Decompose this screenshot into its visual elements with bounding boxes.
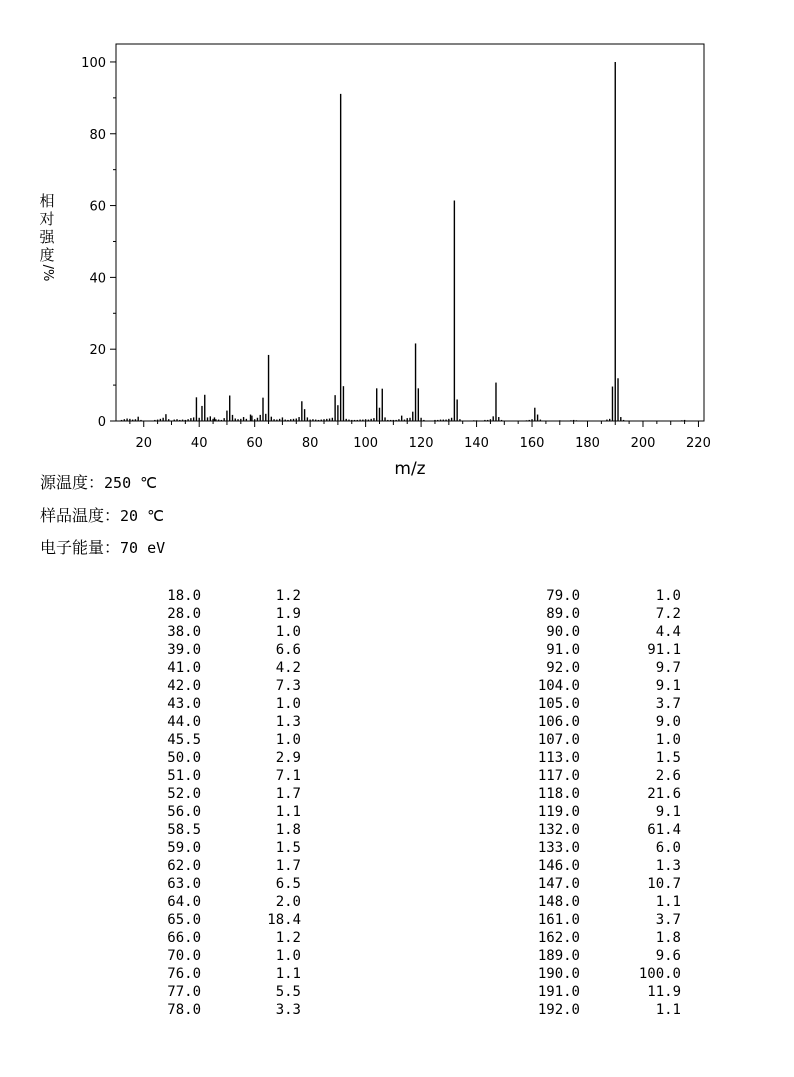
peak-row [0,803,794,821]
source-temperature-label: 源温度： [40,473,105,492]
peak-mz: 148.0 [537,894,580,910]
peak-intensity: 1.0 [275,732,301,748]
peak-mz: 161.0 [537,912,580,928]
peak-row [0,713,794,731]
peak-intensity: 6.5 [275,876,301,892]
x-tick-label: 80 [301,436,319,451]
peak-intensity: 6.0 [655,840,681,856]
peak-row [0,947,794,965]
peak-intensity: 9.7 [655,660,681,676]
x-tick-label: 40 [190,436,208,451]
peak-intensity: 1.0 [655,588,681,604]
peak-mz: 117.0 [537,768,580,784]
peak-row [0,695,794,713]
peak-mz: 190.0 [537,966,580,982]
peak-mz: 106.0 [537,714,580,730]
peak-intensity: 1.3 [655,858,681,874]
peak-intensity: 1.0 [275,624,301,640]
peak-mz: 113.0 [537,750,580,766]
peak-row [0,857,794,875]
peak-intensity: 9.1 [655,678,681,694]
peak-mz: 133.0 [537,840,580,856]
peak-intensity: 4.4 [655,624,681,640]
peak-mz: 92.0 [546,660,580,676]
peak-mz: 147.0 [537,876,580,892]
peak-intensity: 2.0 [275,894,301,910]
peak-intensity: 1.1 [655,1002,681,1018]
x-tick-label: 140 [464,436,489,451]
y-axis-label-char: 度 [39,246,55,264]
peak-intensity: 7.2 [655,606,681,622]
peak-intensity: 1.0 [275,948,301,964]
peak-intensity: 1.1 [275,966,301,982]
peak-mz: 65.0 [167,912,201,928]
peak-mz: 192.0 [537,1002,580,1018]
peak-intensity: 1.8 [275,822,301,838]
peak-mz: 107.0 [537,732,580,748]
peak-mz: 18.0 [167,588,201,604]
peak-intensity: 9.6 [655,948,681,964]
peak-intensity: 6.6 [275,642,301,658]
source-temperature [40,470,157,493]
y-tick-label: 80 [89,127,106,143]
peak-intensity: 18.4 [267,912,301,928]
peak-row [0,821,794,839]
y-tick-label: 100 [81,55,106,71]
peak-row [0,965,794,983]
peak-mz: 89.0 [546,606,580,622]
peak-mz: 162.0 [537,930,580,946]
peak-row [0,623,794,641]
peak-mz: 78.0 [167,1002,201,1018]
x-tick-label: 200 [630,436,656,451]
peak-mz: 59.0 [167,840,201,856]
peak-mz: 43.0 [167,696,201,712]
peak-mz: 45.5 [167,732,201,748]
peak-intensity: 1.5 [655,750,681,766]
peak-intensity: 7.1 [275,768,301,784]
peak-intensity: 1.7 [275,786,301,802]
peak-mz: 189.0 [537,948,580,964]
peak-table-right [0,587,794,1019]
mass-spectrum-chart [0,0,794,480]
y-axis-label [36,192,58,282]
peak-row [0,731,794,749]
x-tick-label: 120 [408,436,434,451]
peak-row [0,749,794,767]
peak-intensity: 9.1 [655,804,681,820]
peak-mz: 119.0 [537,804,580,820]
peak-row [0,767,794,785]
peak-mz: 52.0 [167,786,201,802]
peak-intensity: 2.9 [275,750,301,766]
peak-intensity: 3.7 [655,912,681,928]
peak-intensity: 4.2 [275,660,301,676]
peak-mz: 132.0 [537,822,580,838]
peak-intensity: 1.0 [655,732,681,748]
peak-mz: 58.5 [167,822,201,838]
peak-row [0,911,794,929]
peak-intensity: 5.5 [275,984,301,1000]
peak-row [0,677,794,695]
peak-intensity: 1.1 [655,894,681,910]
peak-intensity: 100.0 [638,966,681,982]
y-tick-label: 0 [97,415,106,430]
y-axis-label-char: /% [40,264,55,282]
peak-mz: 104.0 [537,678,580,694]
peak-row [0,587,794,605]
peak-row [0,929,794,947]
peak-intensity: 10.7 [647,876,681,892]
y-axis-label-char: 强 [39,228,55,246]
peak-intensity: 2.6 [655,768,681,784]
x-axis-label: m/z [394,459,426,479]
x-tick-label: 20 [135,436,153,451]
peak-intensity: 1.2 [275,588,301,604]
x-tick-label: 100 [353,436,379,451]
electron-energy-value: 70 eV [120,539,166,557]
y-axis-ticks [81,56,116,430]
peak-mz: 28.0 [167,606,201,622]
peak-mz: 39.0 [167,642,201,658]
peak-intensity: 1.5 [275,840,301,856]
peak-intensity: 7.3 [275,678,301,694]
sample-temperature [40,503,164,526]
peak-intensity: 3.3 [275,1002,301,1018]
peak-intensity: 1.9 [275,606,301,622]
peak-mz: 51.0 [167,768,201,784]
sample-temperature-label: 样品温度： [40,506,121,525]
y-tick-label: 40 [89,271,106,287]
peak-mz: 91.0 [546,642,580,658]
peak-mz: 90.0 [546,624,580,640]
x-tick-label: 160 [519,436,545,451]
x-axis-ticks [130,421,711,451]
y-tick-label: 60 [89,199,106,215]
x-tick-label: 60 [246,436,263,451]
peak-mz: 76.0 [167,966,201,982]
peak-mz: 62.0 [167,858,201,874]
peak-row [0,659,794,677]
peak-intensity: 11.9 [647,984,681,1000]
peak-intensity: 1.8 [655,930,681,946]
x-tick-label: 180 [575,436,600,451]
electron-energy-label: 电子能量： [40,538,121,557]
peak-intensity: 9.0 [655,714,681,730]
peak-row [0,875,794,893]
peak-intensity: 61.4 [647,822,681,838]
peak-mz: 50.0 [167,750,201,766]
sample-temperature-value: 20 ℃ [120,507,164,525]
y-tick-label: 20 [89,343,106,359]
source-temperature-value: 250 ℃ [104,474,157,492]
peak-mz: 44.0 [167,714,201,730]
peak-mz: 42.0 [167,678,201,694]
peak-mz: 70.0 [167,948,201,964]
peak-intensity: 1.3 [275,714,301,730]
peak-mz: 56.0 [167,804,201,820]
x-tick-label: 220 [686,436,711,451]
peak-row [0,641,794,659]
peak-intensity: 1.1 [275,804,301,820]
peak-row [0,983,794,1001]
peak-row [0,1001,794,1019]
peak-mz: 64.0 [167,894,201,910]
peak-row [0,893,794,911]
peak-intensity: 3.7 [655,696,681,712]
spectrum-peaks [122,62,685,421]
peak-intensity: 1.0 [275,696,301,712]
peak-mz: 118.0 [537,786,580,802]
peak-row [0,605,794,623]
peak-mz: 38.0 [167,624,201,640]
peak-mz: 105.0 [537,696,580,712]
y-axis-label-char: 相 [39,192,55,210]
peak-intensity: 91.1 [647,642,681,658]
peak-mz: 63.0 [167,876,201,892]
electron-energy [40,535,165,558]
peak-mz: 41.0 [167,660,201,676]
peak-mz: 77.0 [167,984,201,1000]
peak-intensity: 1.7 [275,858,301,874]
y-axis-label-char: 对 [39,210,55,228]
peak-mz: 66.0 [167,930,201,946]
peak-row [0,785,794,803]
peak-intensity: 21.6 [647,786,681,802]
peak-row [0,839,794,857]
peak-mz: 146.0 [537,858,580,874]
peak-mz: 79.0 [546,588,580,604]
peak-intensity: 1.2 [275,930,301,946]
peak-mz: 191.0 [537,984,580,1000]
